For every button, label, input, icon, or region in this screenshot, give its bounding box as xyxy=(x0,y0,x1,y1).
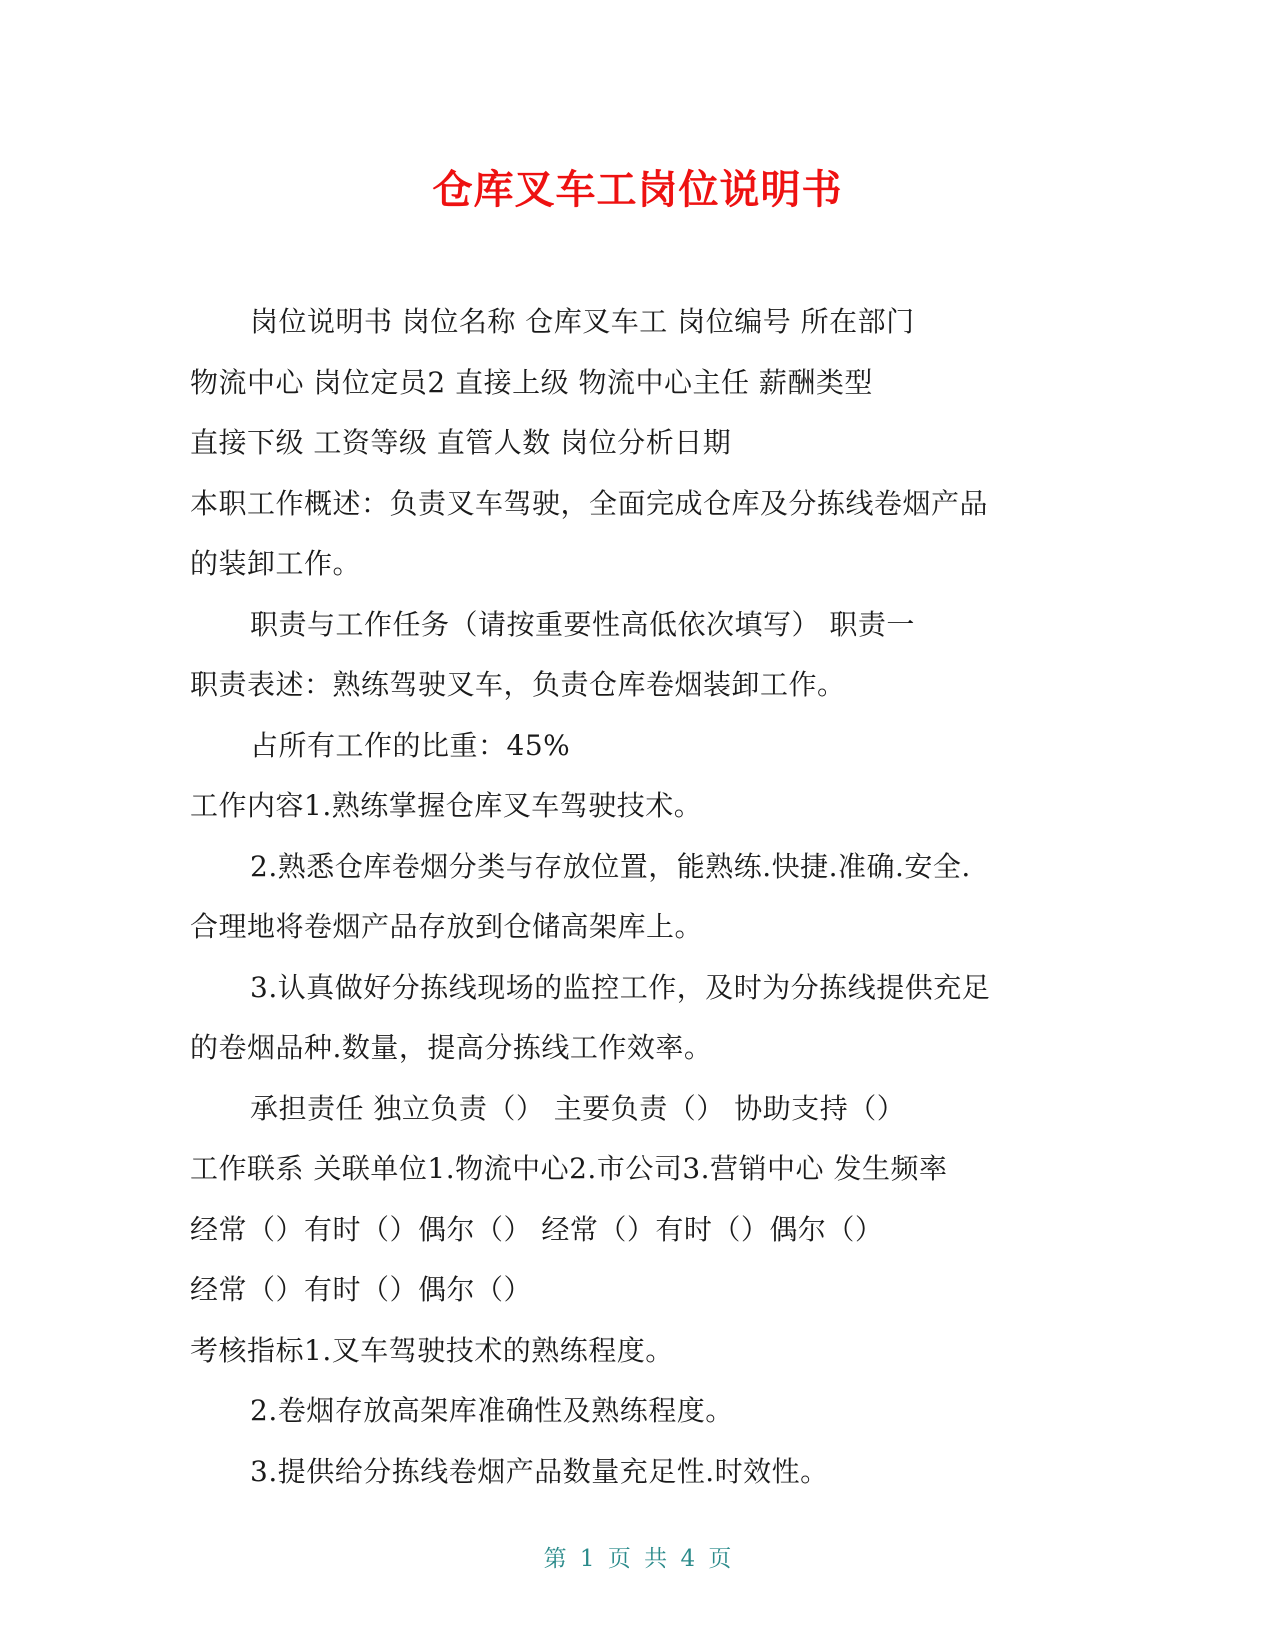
text-line: 工作联系 关联单位1.物流中心2.市公司3.营销中心 发生频率 xyxy=(190,1152,948,1185)
document-body xyxy=(190,292,1070,1502)
text-line: 占所有工作的比重：45% xyxy=(250,728,571,762)
text-line: 3.认真做好分拣线现场的监控工作，及时为分拣线提供充足 xyxy=(250,970,991,1004)
text-line: 考核指标1.叉车驾驶技术的熟练程度。 xyxy=(190,1333,674,1367)
text-line: 的卷烟品种.数量，提高分拣线工作效率。 xyxy=(190,1031,713,1064)
text-line: 职责与工作任务（请按重要性高低依次填写） 职责一 xyxy=(250,607,915,641)
text-line: 本职工作概述：负责叉车驾驶，全面完成仓库及分拣线卷烟产品 xyxy=(190,486,989,520)
text-line: 经常（）有时（）偶尔（） 经常（）有时（）偶尔（） xyxy=(190,1212,884,1246)
text-line: 承担责任 独立负责（） 主要负责（） 协助支持（） xyxy=(250,1091,906,1125)
page-number-footer: 第 1 页 共 4 页 xyxy=(543,1546,732,1572)
text-line: 3.提供给分拣线卷烟产品数量充足性.时效性。 xyxy=(250,1454,829,1488)
text-line: 经常（）有时（）偶尔（） xyxy=(190,1273,533,1306)
text-line: 物流中心 岗位定员2 直接上级 物流中心主任 薪酬类型 xyxy=(190,365,873,399)
text-line: 2.卷烟存放高架库准确性及熟练程度。 xyxy=(250,1394,734,1427)
text-line: 的装卸工作。 xyxy=(190,547,362,580)
text-line: 工作内容1.熟练掌握仓库叉车驾驶技术。 xyxy=(190,789,703,822)
text-line: 合理地将卷烟产品存放到仓储高架库上。 xyxy=(190,910,704,943)
text-line: 岗位说明书 岗位名称 仓库叉车工 岗位编号 所在部门 xyxy=(250,305,915,338)
document-title: 仓库叉车工岗位说明书 xyxy=(432,167,843,213)
text-line: 2.熟悉仓库卷烟分类与存放位置，能熟练.快捷.准确.安全. xyxy=(250,849,971,883)
text-line: 职责表述：熟练驾驶叉车，负责仓库卷烟装卸工作。 xyxy=(190,668,846,701)
text-line: 直接下级 工资等级 直管人数 岗位分析日期 xyxy=(190,426,732,459)
